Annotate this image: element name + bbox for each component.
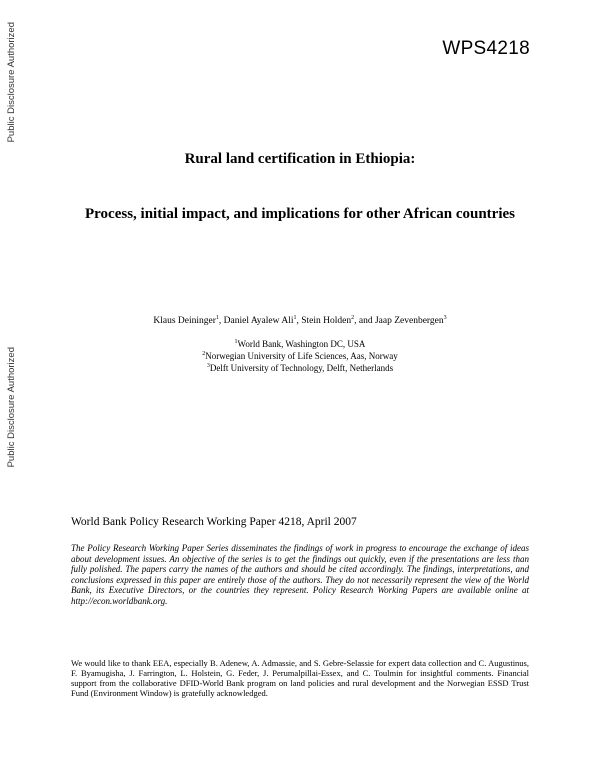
affiliation-text: Delft University of Technology, Delft, Netherlands: [209, 363, 394, 373]
affiliation-mark: 3: [206, 363, 210, 369]
affiliation-line: [0, 350, 600, 362]
paper-title: Rural land certification in Ethiopia:: [184, 151, 416, 167]
working-paper-citation: World Bank Policy Research Working Paper 4218, April 2007: [71, 516, 357, 528]
affiliation-mark: 2: [202, 351, 206, 357]
author-affiliation-mark: 1: [215, 314, 219, 321]
disclosure-margin-note-top: Public Disclosure Authorized: [6, 22, 17, 143]
affiliation-text: Norwegian University of Life Sciences, Aas, Norway: [205, 351, 398, 361]
author-list: [0, 316, 600, 326]
author-separator: ,: [218, 316, 224, 326]
author-name: Jaap Zevenbergen: [374, 316, 444, 326]
affiliation-text: World Bank, Washington DC, USA: [237, 339, 366, 349]
author-affiliation-mark: 3: [443, 314, 447, 321]
affiliation-mark: 1: [234, 339, 238, 345]
report-number: WPS4218: [442, 38, 530, 59]
author-name: Stein Holden: [301, 316, 352, 326]
author-name: Daniel Ayalew Ali: [223, 316, 294, 326]
author-affiliation-mark: 2: [351, 314, 355, 321]
author-name: Klaus Deininger: [153, 316, 216, 326]
disclosure-margin-note-bottom: Public Disclosure Authorized: [6, 347, 17, 468]
affiliation-line: [0, 338, 600, 350]
author-separator: ,: [296, 316, 302, 326]
affiliation-line: [0, 362, 600, 374]
paper-subtitle: Process, initial impact, and implications for other African countries: [85, 206, 515, 222]
author-affiliation-mark: 1: [293, 314, 297, 321]
acknowledgement-note: We would like to thank EEA, especially B. Adenew, A. Admassie, and S. Gebre-Selassie for expert data collection and C. Augustinus, F. Byamugisha, J. Farrington, L. Holstein, G. Feder, J. Perumalpillai-Essex, and C. Toulmin for insightful comments. Financial support from the collaborative DFID-World Bank program on land policies and rural development and the Norwegian ESSD Trust Fund (Environment Window) is gratefully acknowledged.: [71, 658, 529, 698]
affiliation-list: [0, 338, 600, 374]
author-separator: , and: [354, 316, 375, 326]
series-disclaimer: The Policy Research Working Paper Series disseminates the findings of work in progress to encourage the exchange of ideas about development issues. An objective of the series is to get the findings out quickly, even if the presentations are less than fully polished. The papers carry the names of the authors and should be cited accordingly. The findings, interpretations, and conclusions expressed in this paper are entirely those of the authors. They do not necessarily represent the view of the World Bank, its Executive Directors, or the countries they represent. Policy Research Working Papers are available online at http://econ.worldbank.org.: [71, 543, 529, 606]
